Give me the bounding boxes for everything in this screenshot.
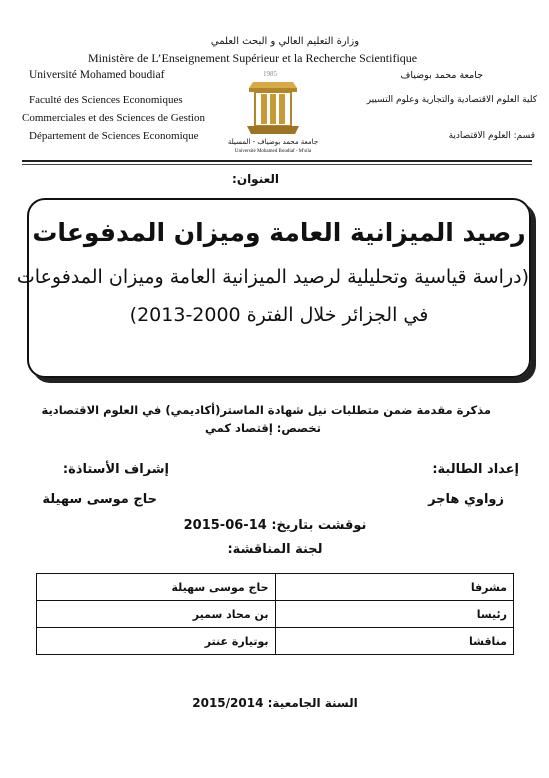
logo-caption-arabic: جامعة محمد بوضياف - المسيلة [227,138,319,146]
title-box [16,198,531,378]
department-arabic: قسم: العلوم الاقتصادية [448,131,535,141]
committee-label: لجنة المناقشة: [227,542,323,557]
university-arabic: جامعة محمد بوضياف [400,70,483,81]
committee-member-role: مناقشا [275,628,514,655]
faculty-arabic: كلية العلوم الاقتصادية والتجارية وعلوم التسيير [366,95,537,105]
prepared-by-label: إعداد الطالبة: [432,462,519,477]
title-label: العنوان: [232,172,279,186]
logo-caption-french: Université Mohamed Boudiaf - M'sila [234,149,312,154]
supervisor-label: إشراف الأستاذة: [62,462,169,477]
logo-year: 1985 [263,70,277,78]
defense-date: نوقشت بتاريخ: 14-06-2015 [183,518,367,533]
university-logo [227,70,319,160]
committee-table [36,573,514,655]
faculty-french-line-2: Commerciales et des Sciences de Gestion [22,112,205,124]
student-name: زواوي هاجر [428,492,504,507]
committee-member-role: مشرفا [275,574,514,601]
header-divider-thin [22,164,532,165]
committee-member-role: رئيسا [275,601,514,628]
table-row [37,601,514,628]
academic-year: السنة الجامعية: 2015/2014 [192,696,358,710]
ministry-french: Ministère de L’Enseignement Supérieur et la Recherche Scientifique [88,51,418,65]
thesis-title: رصيد الميزانية العامة وميزان المدفوعات [32,218,526,247]
thesis-subtitle-line-1: (دراسة قياسية وتحليلية لرصيد الميزانية العامة وميزان المدفوعات [16,266,529,288]
table-row [37,628,514,655]
department-french: Département de Sciences Economique [29,130,199,142]
committee-member-name: بوتيارة عنتر [37,628,276,655]
committee-member-name: بن محاد سمير [37,601,276,628]
memo-description: مذكرة مقدمة ضمن متطلبات نيل شهادة الماستر(أكاديمي) في العلوم الاقتصادية [41,403,491,417]
thesis-subtitle-line-2: في الجزائر خلال الفترة 2000-2013) [129,304,429,326]
university-french: Université Mohamed boudiaf [29,69,165,81]
university-emblem-icon [245,78,301,136]
specialty: تخصص: إقتصاد كمي [205,421,321,435]
faculty-french-line-1: Faculté des Sciences Economiques [29,94,183,106]
supervisor-name: حاج موسى سهيلة [42,492,157,507]
table-row [37,574,514,601]
committee-member-name: حاج موسى سهيلة [37,574,276,601]
ministry-arabic: وزارة التعليم العالي و البحث العلمي [210,36,360,47]
header-divider [22,160,532,162]
